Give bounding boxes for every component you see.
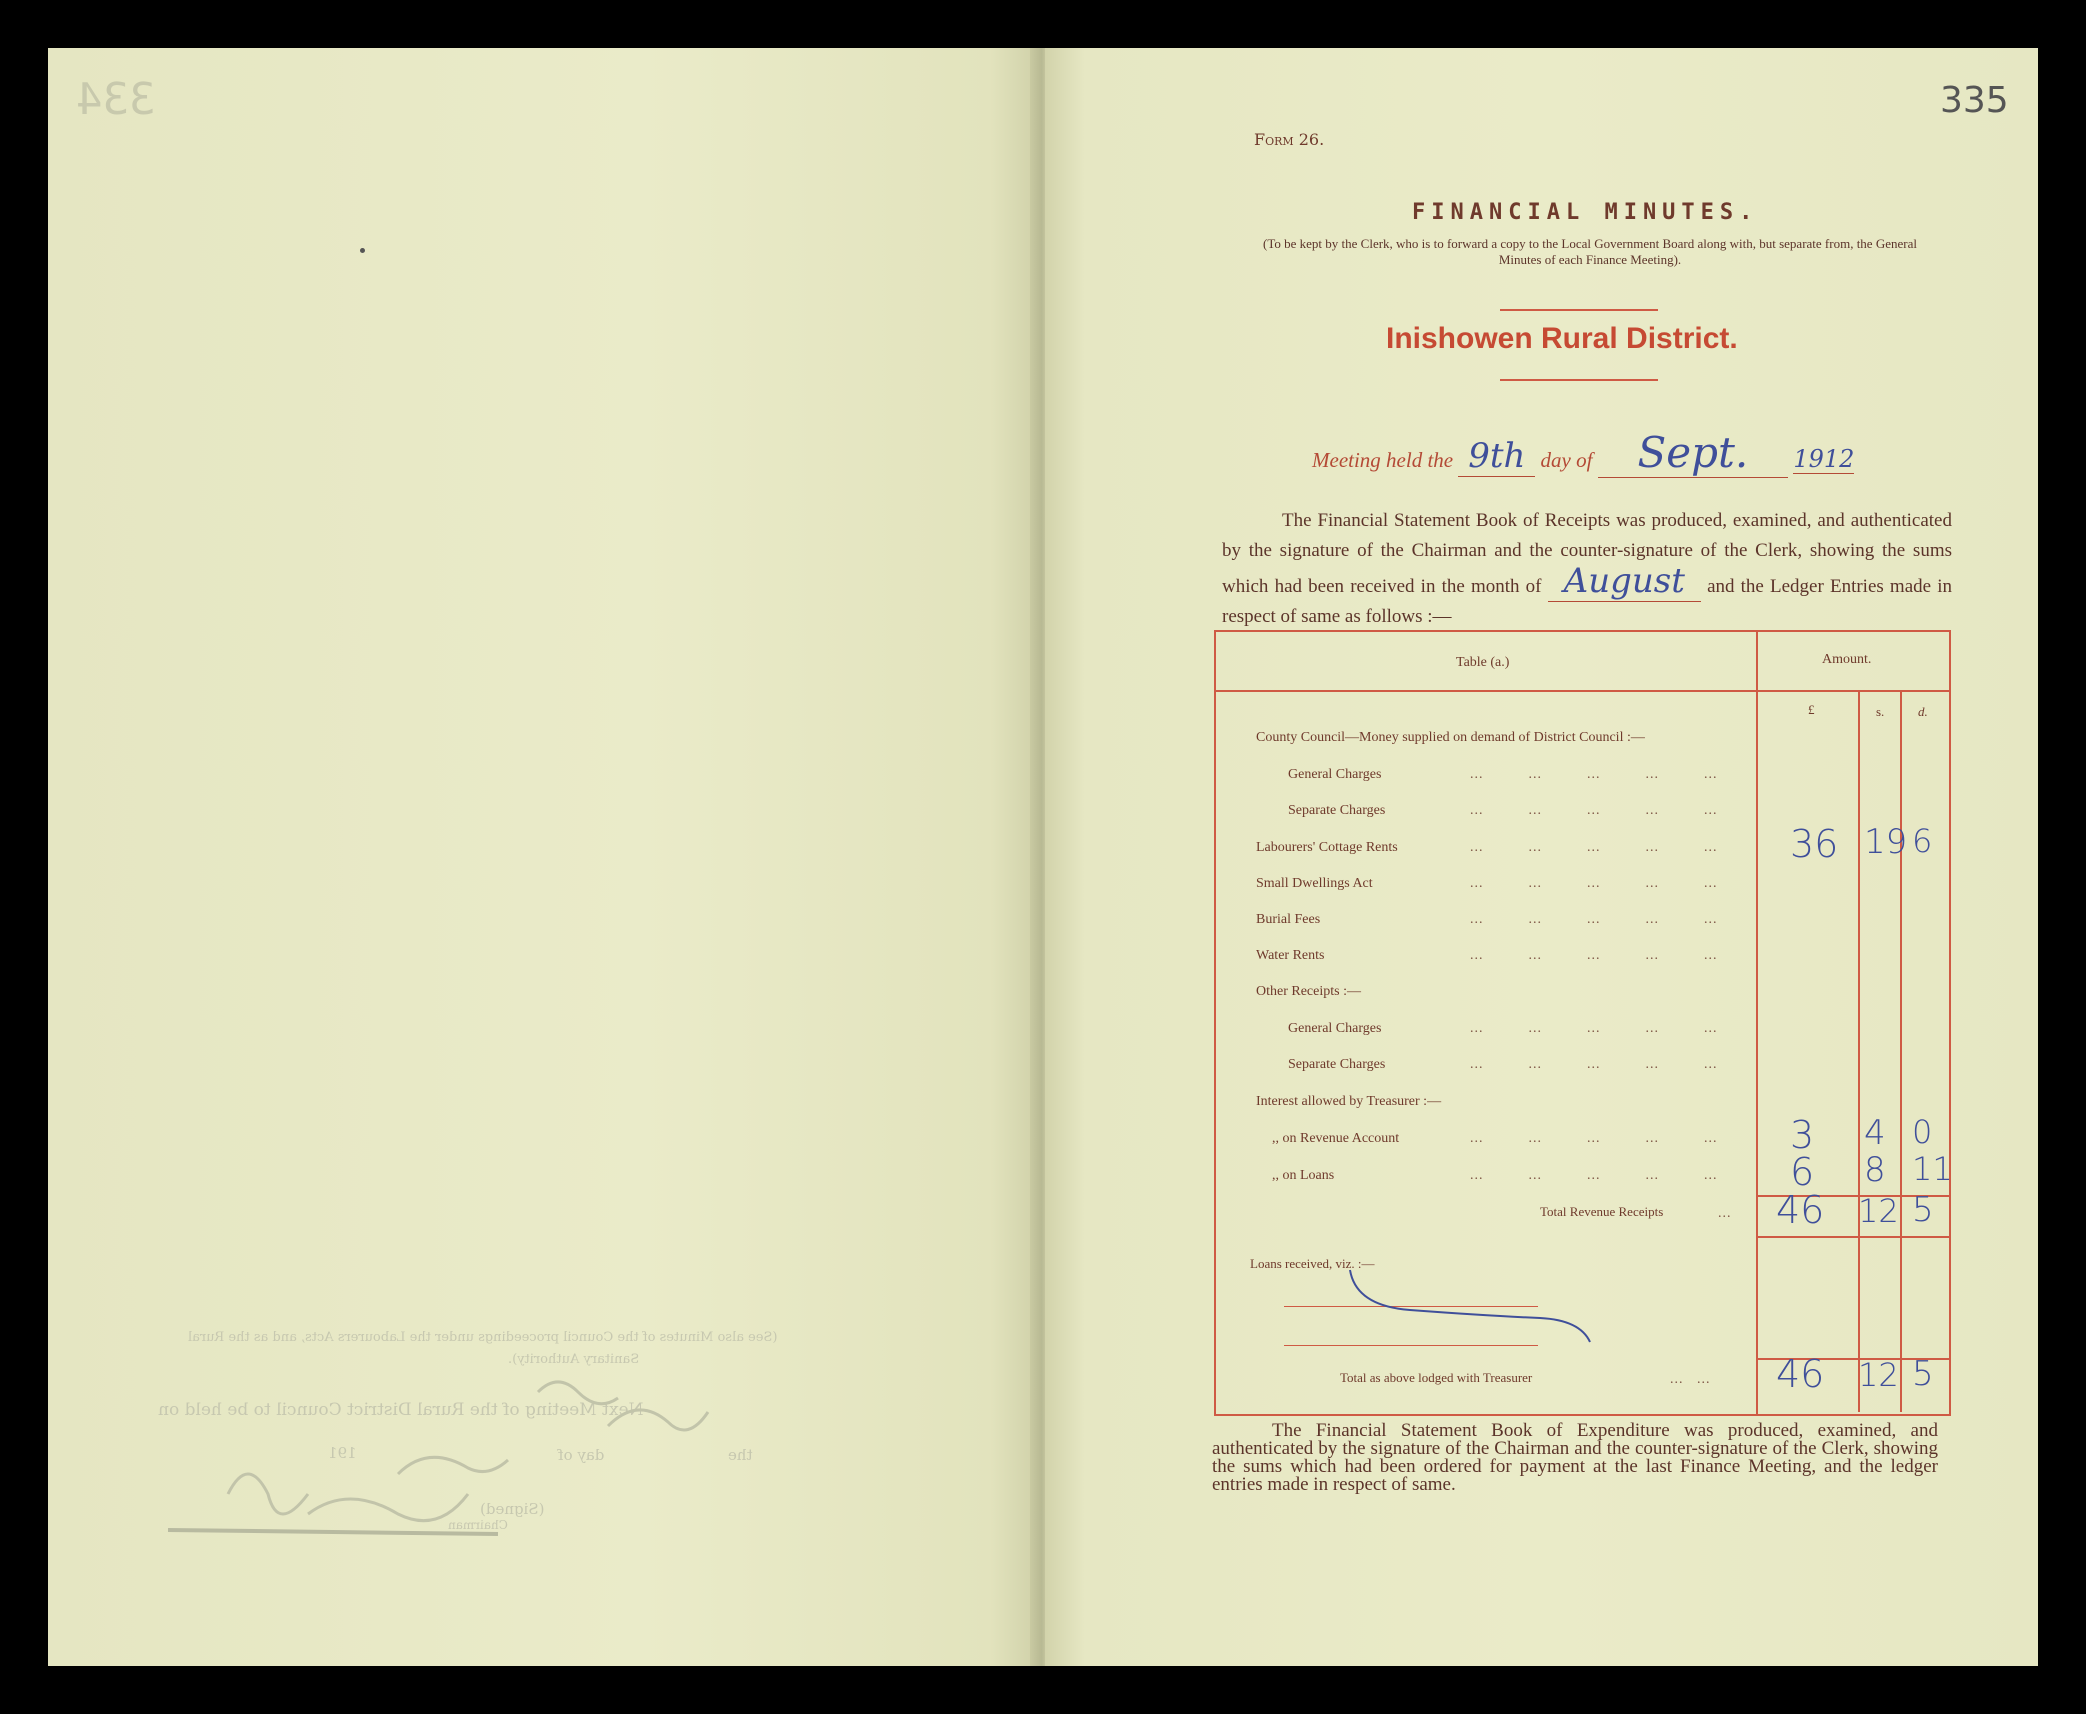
- leader-dots: ... ... ... ... ...: [1470, 1168, 1718, 1183]
- table-row-label: Separate Charges: [1288, 803, 1386, 818]
- total-revenue-label: Total Revenue Receipts: [1540, 1204, 1664, 1219]
- left-page: [48, 48, 1040, 1666]
- right-page-number: 335: [1940, 80, 2009, 121]
- bleed-signature: [168, 1364, 728, 1594]
- leader-dots: ... ... ... ... ...: [1470, 840, 1718, 855]
- amount-pounds: 3: [1790, 1113, 1815, 1157]
- bleed-line: Sanitary Authority).: [508, 1352, 640, 1367]
- meeting-year: 1912: [1793, 445, 1855, 473]
- bleed-line: Next Meeting of the Rural District Council to be held on: [158, 1400, 644, 1420]
- bleed-line: the: [728, 1446, 753, 1464]
- table-row-label: ,, on Loans: [1272, 1168, 1335, 1183]
- table-row-label: Labourers' Cottage Rents: [1256, 840, 1398, 855]
- bleed-line: day of: [558, 1446, 605, 1464]
- table-row-label: Separate Charges: [1288, 1057, 1386, 1072]
- amount-col-divider: [1756, 632, 1758, 1414]
- bleed-line: (Signed): [480, 1500, 545, 1518]
- table-row-label: County Council—Money supplied on demand of District Council :—: [1256, 730, 1645, 745]
- form-title: FINANCIAL MINUTES.: [1412, 200, 1759, 225]
- amount-header-label: Amount.: [1822, 652, 1872, 667]
- total-revenue-dots: ...: [1718, 1206, 1732, 1221]
- receipts-paragraph: [1222, 506, 1952, 632]
- cancel-stroke: [1340, 1266, 1600, 1346]
- table-row-label: Interest allowed by Treasurer :—: [1256, 1094, 1442, 1109]
- amount-shillings: 4: [1864, 1113, 1886, 1153]
- expenditure-paragraph: The Financial Statement Book of Expenditure was produced, examined, and authenticated by the signature of the Chairman and the counter-signature of the Clerk, showing the sums which had been ordered for payment at the last Finance Meeting, and the ledger entries made in respect of same.: [1212, 1420, 1938, 1495]
- leader-dots: ... ... ... ... ...: [1470, 767, 1718, 782]
- amount-pounds: 6: [1790, 1150, 1815, 1194]
- table-row-label: ,, on Revenue Account: [1272, 1131, 1400, 1146]
- bleed-line: (See also Minutes of the Council proceedings under the Labourers Acts, and as the Rural: [188, 1330, 778, 1345]
- receipts-paragraph-end: and the Ledger Entries made in respect of same as follows :—: [1222, 576, 1953, 627]
- amount-pence: 11: [1912, 1150, 1953, 1188]
- pence-header: d.: [1918, 704, 1928, 719]
- meeting-day: 9th: [1458, 436, 1535, 477]
- leader-dots: ... ... ... ... ...: [1470, 876, 1718, 891]
- district-rule-bottom: [1500, 379, 1658, 381]
- bleed-line: Chairman: [448, 1518, 508, 1532]
- loans-label: Loans received, viz. :—: [1250, 1256, 1375, 1271]
- meeting-prefix: Meeting held the: [1312, 448, 1454, 472]
- total-revenue-pence: 5: [1912, 1190, 1934, 1230]
- receipts-paragraph-text: The Financial Statement Book of Receipts was produced, examined, and authenticated by the signature of the Chairman and the counter-signature of the Clerk, showing the sums which had been received in the month of: [1222, 510, 1952, 597]
- meeting-line: [1312, 428, 1854, 477]
- ink-speck: [360, 248, 365, 253]
- amount-pence: 6: [1912, 822, 1933, 860]
- district-title: Inishowen Rural District.: [1386, 322, 1738, 355]
- instruction-text: (To be kept by the Clerk, who is to forward a copy to the Local Government Board along with, but separate from, the General Minutes of each Finance Meeting).: [1263, 236, 1917, 267]
- shillings-col-divider: [1858, 692, 1860, 1412]
- total-lodged-pence: 5: [1912, 1354, 1934, 1394]
- amount-shillings: 19: [1864, 822, 1908, 862]
- total-lodged-shillings: 12: [1858, 1356, 1899, 1394]
- pence-col-divider: [1900, 692, 1902, 1412]
- table-header-label: Table (a.): [1456, 655, 1510, 670]
- pounds-header: £: [1808, 702, 1815, 717]
- table-row-label: Burial Fees: [1256, 912, 1321, 927]
- district-rule-top: [1500, 309, 1658, 311]
- meeting-middle: day of: [1540, 448, 1593, 472]
- bleed-line: 191: [328, 1444, 357, 1462]
- total-revenue-pounds: 46: [1776, 1188, 1825, 1232]
- table-row-label: Other Receipts :—: [1256, 984, 1361, 999]
- total-revenue-shillings: 12: [1858, 1192, 1899, 1230]
- total-lodged-label: Total as above lodged with Treasurer: [1340, 1370, 1533, 1385]
- amount-shillings: 8: [1864, 1150, 1886, 1190]
- leader-dots: ... ... ... ... ...: [1470, 948, 1718, 963]
- receipts-month: August: [1548, 561, 1701, 602]
- leader-dots: ... ... ... ... ...: [1470, 1021, 1718, 1036]
- leader-dots: ... ... ... ... ...: [1470, 803, 1718, 818]
- total-lodged-pounds: 46: [1776, 1352, 1825, 1396]
- amount-pence: 0: [1912, 1113, 1933, 1151]
- table-row-label: General Charges: [1288, 767, 1382, 782]
- table-header-rule: [1216, 690, 1949, 692]
- leader-dots: ... ... ... ... ...: [1470, 1131, 1718, 1146]
- table-row-label: General Charges: [1288, 1021, 1382, 1036]
- total-lodged-dots: ... ...: [1670, 1372, 1711, 1387]
- leader-dots: ... ... ... ... ...: [1470, 912, 1718, 927]
- table-row-label: Water Rents: [1256, 948, 1325, 963]
- form-label: Form 26.: [1254, 130, 1325, 149]
- meeting-month: Sept.: [1598, 428, 1789, 478]
- leader-dots: ... ... ... ... ...: [1470, 1057, 1718, 1072]
- amount-pounds: 36: [1790, 822, 1839, 866]
- total-revenue-rule-under: [1756, 1236, 1949, 1238]
- left-page-number: 334: [76, 74, 156, 125]
- shillings-header: s.: [1876, 704, 1885, 719]
- table-row-label: Small Dwellings Act: [1256, 876, 1373, 891]
